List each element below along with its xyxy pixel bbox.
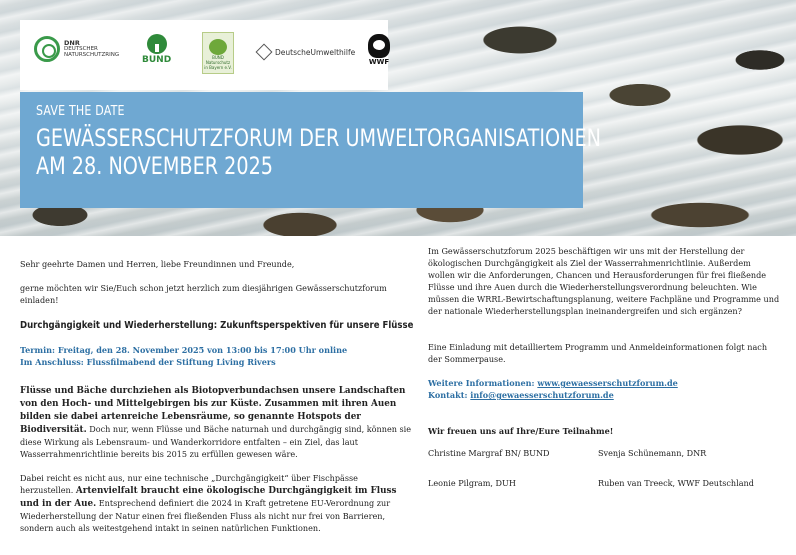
signatories	[428, 447, 780, 489]
paragraph-invitation: Eine Einladung mit detailliertem Programm und Anmeldeinformationen folgt nach der Sommerpause.	[428, 342, 768, 364]
intro-text: gerne möchten wir Sie/Euch schon jetzt herzlich zum diesjährigen Gewässerschutzforum einladen!	[20, 283, 387, 305]
closing-line: Wir freuen uns auf Ihre/Eure Teilnahme!	[428, 426, 614, 436]
signatory-1: Christine Margraf BN/ BUND	[428, 448, 550, 458]
duh-label: DeutscheUmwelthilfe	[275, 47, 356, 57]
dnr-ring-icon	[34, 36, 60, 62]
paragraph-continuity-rest: Entsprechend definiert die 2024 in Kraft getretene EU-Verordnung zur Wiederherstellung der Natur einen frei fließenden Fluss als nicht nur frei von Barrieren, sondern auch als weitestgehend intakt in seinen natürlichen Funktionen.	[20, 498, 391, 533]
signatory-2: Svenja Schünemann, DNR	[598, 448, 707, 458]
title-banner	[20, 92, 602, 208]
wwf-label: WWF	[368, 58, 390, 66]
tree-icon	[209, 39, 227, 55]
wwf-logo	[368, 34, 390, 66]
signatory-3: Leonie Pilgram, DUH	[428, 478, 516, 488]
bund-label: BUND	[142, 55, 172, 65]
contact-email-link[interactable]: info@gewaesserschutzforum.de	[470, 390, 614, 400]
panda-icon	[368, 34, 390, 58]
signatory-4: Ruben van Treeck, WWF Deutschland	[598, 478, 754, 488]
info-line	[428, 377, 780, 389]
event-title-line1: GEWÄSSERSCHUTZFORUM DER UMWELTORGANISATIONEN	[36, 124, 602, 152]
bund-bayern-logo	[202, 32, 234, 74]
bund-logo	[142, 34, 171, 65]
paragraph-continuity	[20, 472, 412, 534]
hero-river-image	[0, 0, 796, 236]
paragraph-rivers-rest: Doch nur, wenn Flüsse und Bäche naturnah und durchgängig sind, können sie diese Wirkung als Lebensraum- und Wanderkorridore entfalten – ein Ziel, das laut Wasserrahmenrichtlinie bereits bis 2015 zu erfüllen gewesen wäre.	[20, 424, 412, 459]
dnr-line2: NATURSCHUTZRING	[64, 52, 120, 58]
paragraph-rivers	[20, 384, 412, 460]
event-title-line2: AM 28. NOVEMBER 2025	[36, 152, 274, 180]
salutation: Sehr geehrte Damen und Herren, liebe Freundinnen und Freunde,	[20, 259, 295, 269]
subheading: Durchgängigkeit und Wiederherstellung: Zukunftsperspektiven für unsere Flüsse	[20, 320, 414, 331]
partner-logo-bar	[20, 20, 388, 90]
duh-diamond-icon	[256, 44, 273, 61]
duh-logo	[258, 46, 355, 58]
dnr-line1: DEUTSCHER	[64, 46, 98, 52]
bund-bayern-line1: BUND	[212, 54, 224, 60]
website-link[interactable]: www.gewaesserschutzforum.de	[537, 378, 678, 388]
contact-label: Kontakt:	[428, 390, 471, 400]
bund-bayern-line2: Naturschutz	[205, 59, 231, 65]
event-title	[36, 124, 601, 180]
paragraph-continuity-bold: Artenvielfalt braucht eine ökologische Durchgängigkeit im Fluss und in der Aue.	[20, 486, 397, 509]
left-column	[20, 258, 412, 534]
dnr-logo	[34, 36, 120, 62]
bund-emblem-icon	[147, 34, 167, 54]
save-the-date-kicker: SAVE THE DATE	[36, 104, 125, 119]
dnr-abbr: DNR	[64, 39, 80, 47]
bund-bayern-line3: in Bayern e.V.	[204, 64, 232, 70]
info-label: Weitere Informationen:	[428, 378, 538, 388]
anschluss-line: Im Anschluss: Flussfilmabend der Stiftung Living Rivers	[20, 357, 276, 367]
contact-line	[428, 389, 780, 401]
paragraph-continuity-a: Dabei reicht es nicht aus, nur eine technische „Durchgängigkeit“ über Fischpässe herzustellen.	[20, 473, 358, 495]
paragraph-forum: Im Gewässerschutzforum 2025 beschäftigen wir uns mit der Herstellung der ökologischen Durchgängigkeit als Ziel der Wasserrahmenrichtlinie. Außerdem wollen wir die Anforderungen, Chancen und Herausforderungen für frei fließende Flüsse und ihre Auen durch die Wiederherstellungsverordnung beleuchten. Wie müssen die WRRL-Bewirtschaftungsplanung, weitere Fachpläne und Programme und der nationale Wiederherstellungsplan ineinandergreifen und sich ergänzen?	[428, 246, 780, 316]
right-column	[428, 245, 780, 489]
termin-line: Termin: Freitag, den 28. November 2025 von 13:00 bis 17:00 Uhr online	[20, 345, 348, 355]
paragraph-rivers-bold: Flüsse und Bäche durchziehen als Biotopverbundachsen unsere Landschaften von den Hoch- und Mittelgebirgen bis zur Küste. Zusammen mit ihren Auen bilden sie dabei artenreiche Lebensräume, so genannte Hotspots der Biodiversität.	[20, 386, 406, 435]
